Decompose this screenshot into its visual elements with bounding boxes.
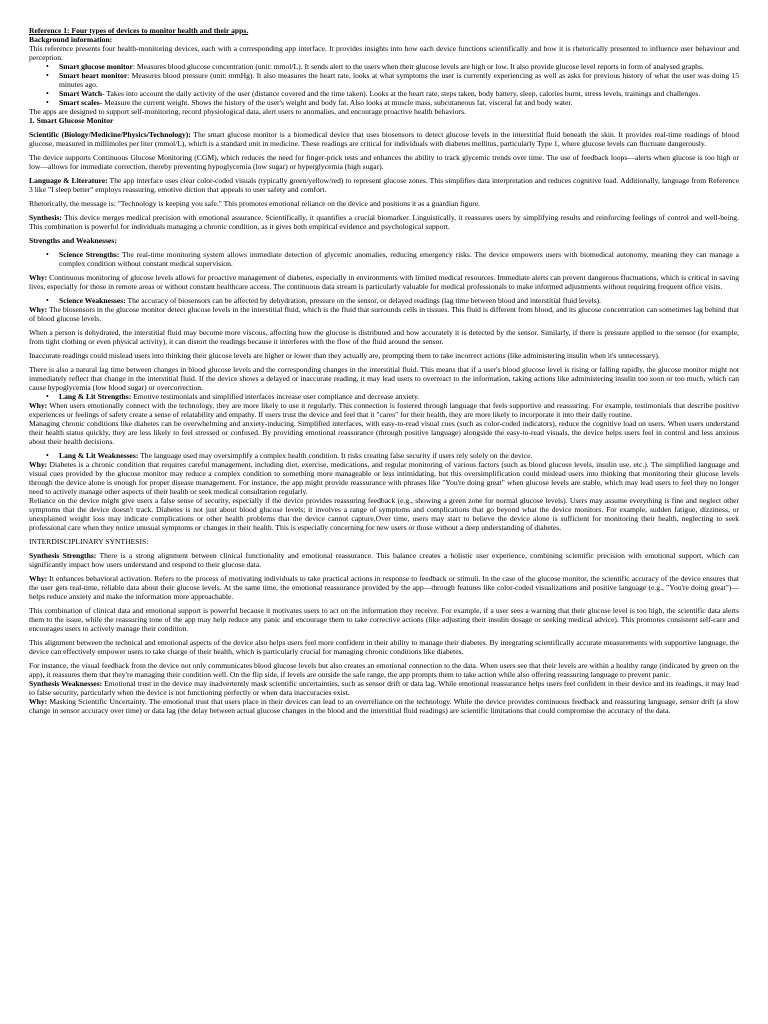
- list-item: • Lang & Lit Weaknesses: The language used may oversimplify a complex health condition. It risks creating false security if users rely solely on the device.: [59, 451, 739, 460]
- list-item: • Science Strengths: The real-time monitoring system allows immediate detection of glycemic anomalies, reducing emergency risks. The device empowers users with biomedical autonomy, meaning they can manage a complex condition without constant medical supervision.: [59, 250, 739, 268]
- list-item: • Smart Watch- Takes into account the daily activity of the user (distance covered and the time taken). Looks at the heart rate, steps taken, body battery, sleep, calories burnt, stress levels, trainings and challenges.: [59, 89, 739, 98]
- reliance-paragraph: Reliance on the device might give users a false sense of security, especially if the device provides reassuring feedback (e.g., showing a green zone for normal glucose levels). Users may assume everything is fine and neglect other symptoms that the device doesn't track. Diabetes is not just about blood glucose levels; it involves a range of symptoms and complications that go beyond what the device monitors. For example, sudden fatigue, dizziness, or unexplained weight loss may indicate complications or other health problems that the device cannot capture.Over time, users may start to believe the device alone is sufficient for monitoring their health, neglecting to seek professional care when they notice unusual symptoms or changes in their health. This is especially concerning for new users or those without a deep understanding of diabetes.: [29, 496, 739, 532]
- list-item: • Science Weaknesses: The accuracy of biosensors can be affected by dehydration, pressure on the sensor, or delayed readings (lag time between blood and interstitial fluid levels).: [59, 296, 739, 305]
- cgm-paragraph: The device supports Continuous Glucose Monitoring (CGM), which reduces the need for finger-prick tests and enhances the ability to track glycemic trends over time. The use of feedback loops—alerts when glucose is too high or low—allows for immediate correction, thereby preventing hypoglycemia (low sugar) or hyperglycemia (high sugar).: [29, 153, 739, 171]
- intro-paragraph: This reference presents four health-monitoring devices, each with a corresponding app interface. It provides insights into how each device functions scientifically and how it is rhetorically presented to influence user behaviour and perception.: [29, 44, 739, 62]
- lang-strengths-list: [29, 392, 739, 401]
- combination-paragraph: This combination of clinical data and emotional support is powerful because it motivates users to act on the information they receive. For example, if a user sees a warning that their glucose level is too high, the scientific data alerts them to the issue, while the reassuring tone of the app may help reduce any panic and encourage them to take corrective actions (like adjusting their insulin dosage or seeking medical advice). This promotes consistent self-care and encourages users to actively manage their condition.: [29, 606, 739, 633]
- lag-paragraph: There is also a natural lag time between changes in blood glucose levels and the corresponding changes in the interstitial fluid. This means that if a user's blood glucose level is rising or falling rapidly, the glucose monitor might not immediately reflect that change in the interstitial fluid. If the device shows a delayed or inaccurate reading, it may lead users to overreact to the information, taking actions like administering insulin too soon or too much, which can cause hypoglycemia (low blood sugar) or overcorrection.: [29, 365, 739, 392]
- list-item: • Smart heart monitor: Measures blood pressure (unit: mmHg). It also measures the heart rate, looks at what symptoms the user is currently experiencing as well as asks for previous history of what the user was doing 15 minutes ago.: [59, 71, 739, 89]
- chronic-paragraph: Managing chronic conditions like diabetes can be overwhelming and anxiety-inducing. Simplified interfaces, with easy-to-read visual cues (such as color-coded indicators), reduce the cognitive load on users. When users understand their health status quickly, they are less likely to feel stressed or confused. By providing emotional reassurance (through positive language) alongside the easy-to-read visuals, the device helps users feel in control and less anxious about their health decisions.: [29, 419, 739, 446]
- interdisciplinary-heading: INTERDISCIPLINARY SYNTHESIS:: [29, 537, 149, 546]
- visual-feedback-paragraph: For instance, the visual feedback from the device not only communicates blood glucose levels but also creates an emotional connection to the data. When users see that their levels are within a healthy range (indicated by green on the app), it reassures them that they're managing their condition well. On the flip side, if levels are outside the safe range, the app prompts them to take action while also offering reassuring language to prevent panic.: [29, 661, 739, 679]
- why-paragraph: Why: When users emotionally connect with the technology, they are more likely to use it regularly. This connection is fostered through language that feels supportive and reassuring. For example, testimonials that describe positive experiences or feelings of safety create a sense of relatability and empathy. If users trust the device and feel that it "cares" for their health, they are more likely to incorporate it into their daily routine.: [29, 401, 739, 419]
- reference-title: Reference 1: Four types of devices to monitor health and their apps.: [29, 26, 249, 35]
- synthesis-strengths-paragraph: Synthesis Strengths: There is a strong alignment between clinical functionality and emotional reassurance. This balance creates a holistic user experience, combining scientific precision with emotional support, which can significantly impact how users understand and respond to their glucose data.: [29, 551, 739, 569]
- dehydration-paragraph: When a person is dehydrated, the interstitial fluid may become more viscous, affecting how the glucose is distributed and how accurately it is detected by the sensor. Similarly, if there is pressure applied to the sensor (for example, from tight clothing or even physical activity), it can distort the readings because it interferes with the flow of the fluid around the sensor.: [29, 328, 739, 346]
- list-item: • Smart glucose monitor: Measures blood glucose concentration (unit: mmol/L). It sends alert to the users when their glucose levels are high or low. It also provide glucose level reports in form of analysed graphs.: [59, 62, 739, 71]
- devices-summary: The apps are designed to support self-monitoring, record physiological data, alert users to anomalies, and encourage proactive health behaviors.: [29, 107, 466, 116]
- strengths-weaknesses-heading: Strengths and Weaknesses:: [29, 236, 117, 245]
- why-paragraph: Why: It enhances behavioral activation. Refers to the process of motivating individuals to take practical actions in response to feedback or stimuli. In the case of the glucose monitor, the scientific accuracy of the device ensures that the user gets real-time, reliable data about their glucose levels. At the same time, the emotional reassurance provided by the app—through features like color-coded visualizations and positive language (e.g., "You're doing great")—helps reduce anxiety and make the information more approachable.: [29, 574, 739, 601]
- scientific-paragraph: Scientific (Biology/Medicine/Physics/Technology): The smart glucose monitor is a biomedical device that uses biosensors to detect glucose levels in the interstitial fluid beneath the skin. It provides real-time readings of blood glucose, measured in millimoles per liter (mmol/L), which is a standard unit in medicine. These readings are critical for individuals with diabetes mellitus, particularly Type 1, where glucose levels can fluctuate dangerously.: [29, 130, 740, 148]
- why-paragraph: Why: Masking Scientific Uncertainty. The emotional trust that users place in their devices can lead to an overreliance on the technology. While the device provides continuous feedback and reassuring language, sensor drift (a slow change in sensor accuracy over time) or data lag (the delay between actual glucose changes in the blood and the interstitial fluid readings) are scientific limitations that could compromise the accuracy of the data.: [29, 697, 739, 715]
- alignment-paragraph: This alignment between the technical and emotional aspects of the device also helps users feel more confident in their ability to manage their diabetes. By integrating scientifically accurate measurements with supportive language, the device can effectively empower users to take charge of their health, which is particularly crucial for managing chronic conditions like diabetes.: [29, 638, 739, 656]
- list-item: • Smart scales- Measure the current weight. Shows the history of the user's weight and body fat. Also looks at muscle mass, subcutaneous fat, visceral fat and body water.: [59, 98, 739, 107]
- section-heading: 1. Smart Glucose Monitor: [29, 116, 114, 125]
- inaccurate-paragraph: Inaccurate readings could mislead users into thinking their glucose levels are higher or lower than they actually are, prompting them to take incorrect actions (like administering insulin when it's unnecessary).: [29, 351, 660, 360]
- science-weaknesses-list: [29, 296, 739, 305]
- synthesis-weaknesses-paragraph: Synthesis Weaknesses: Emotional trust in the device may inadvertently mask scientific uncertainties, such as sensor drift or data lag. While emotional reassurance helps users feel confident in their device and its readings, it may lead to false security, particularly when the device is not functioning perfectly or when data inaccuracies exist.: [29, 679, 739, 697]
- why-paragraph: Why: Diabetes is a chronic condition that requires careful management, including diet, exercise, medications, and regular monitoring of various factors (such as blood glucose levels, insulin use, etc.). The simplified language and visual cues provided by the glucose monitor may reduce a complex condition to something more manageable or less intimidating, but this oversimplification could mislead users into thinking that monitoring their glucose levels through the device alone is enough for proper disease management. For instance, the app might provide reassurance with phrases like "You're doing great" when glucose levels are stable, which may lead users to feel they no longer need to actively manage other aspects of their health or seek medical consultation regularly.: [29, 460, 739, 496]
- why-paragraph: Why: Continuous monitoring of glucose levels allows for proactive management of diabetes, especially in environments with limited medical resources. Immediate alerts can prevent dangerous fluctuations, which is critical in saving lives, especially for those in remote areas or without constant healthcare access. The continuous data stream is particularly valuable for medical professionals to make informed adjustments without requiring frequent office visits.: [29, 273, 739, 291]
- list-item: • Lang & Lit Strengths: Emotive testimonials and simplified interfaces increase user compliance and decrease anxiety.: [59, 392, 739, 401]
- rhetoric-paragraph: Rhetorically, the message is: "Technology is keeping you safe." This promotes emotional reliance on the device and positions it as a guardian figure.: [29, 199, 481, 208]
- why-paragraph: Why: The biosensors in the glucose monitor detect glucose levels in the interstitial fluid, which is the fluid that surrounds cells in tissues. This fluid is different from blood, and its glucose concentration can sometimes lag behind that of blood glucose levels.: [29, 305, 739, 323]
- lang-weaknesses-list: [29, 451, 739, 460]
- synthesis-paragraph: Synthesis: This device merges medical precision with emotional assurance. Scientifically, it quantifies a crucial biomarker. Linguistically, it reassures users by simplifying results and reinforcing feelings of control and well-being. This combination is powerful for individuals managing a chronic condition, as it gives both empirical evidence and psychological support.: [29, 213, 739, 231]
- science-strengths-list: [29, 250, 739, 268]
- device-list: [29, 62, 739, 107]
- language-paragraph: Language & Literature: The app interface uses clear color-coded visuals (typically green/yellow/red) to represent glucose zones. This simplifies data interpretation and reduces cognitive load. Additionally, language from Reference 3 like "I sleep better" employs reassuring, emotive diction that appeals to user safety and comfort.: [29, 176, 739, 194]
- background-heading: Background information:: [29, 35, 113, 44]
